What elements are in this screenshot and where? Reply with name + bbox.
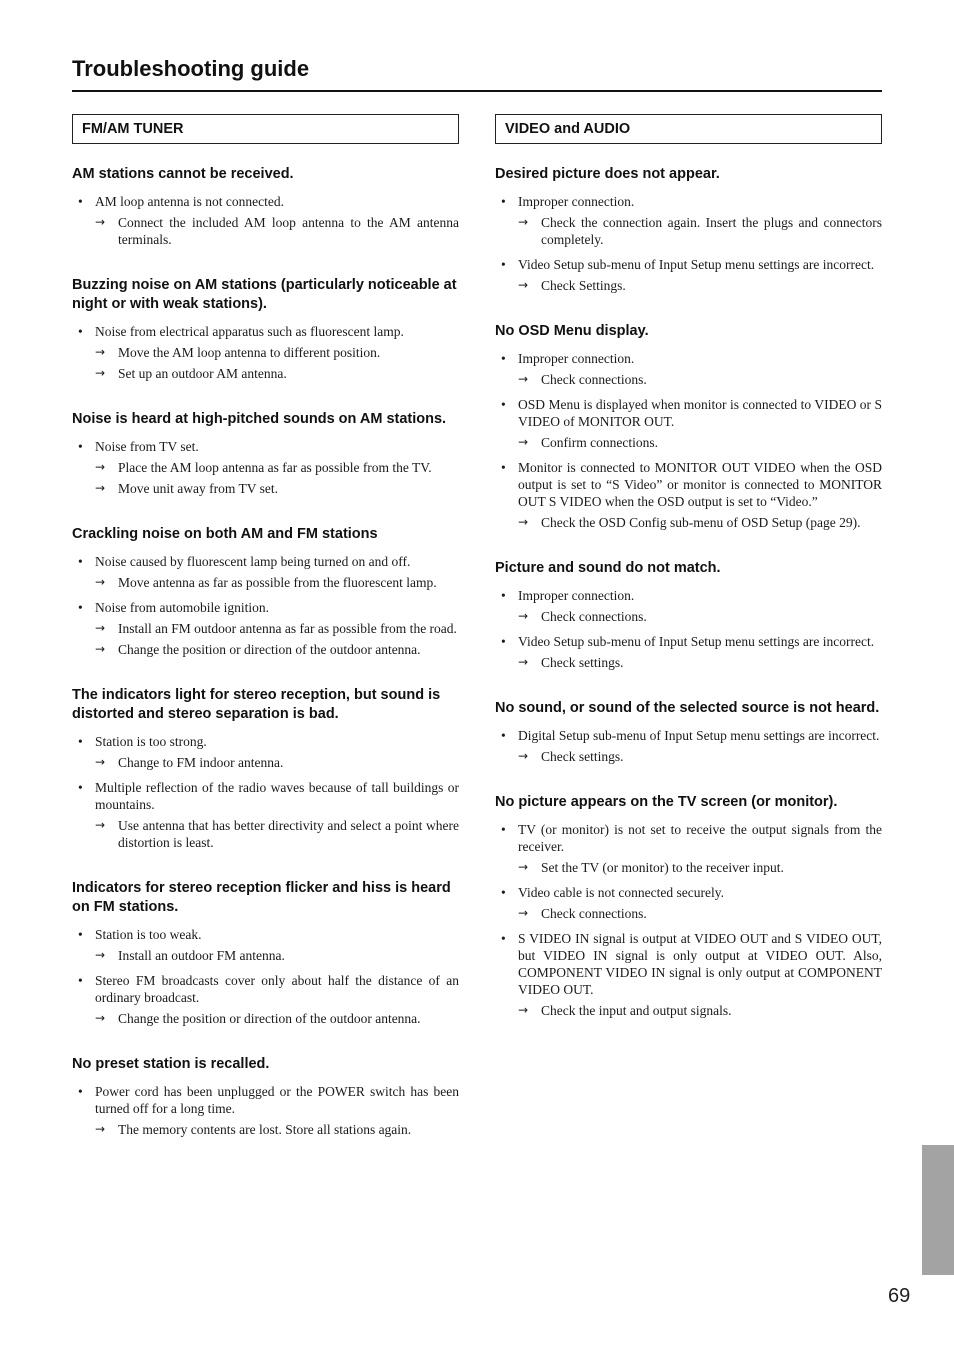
problem-heading: Desired picture does not appear.	[495, 166, 720, 182]
cause-text: Noise from automobile ignition.	[95, 600, 269, 615]
remedy-text: Set up an outdoor AM antenna.	[118, 366, 287, 381]
bullet-icon: •	[501, 351, 506, 366]
remedy-text: Move the AM loop antenna to different position.	[118, 345, 381, 360]
remedy-item	[518, 1002, 882, 1019]
bullet-icon: •	[78, 973, 83, 988]
troubleshooting-item	[495, 165, 882, 294]
remedy-item	[518, 654, 882, 671]
bullet-icon: •	[501, 634, 506, 649]
remedy-item	[95, 344, 459, 361]
problem-heading: Buzzing noise on AM stations (particularly noticeable at night or with weak stations).	[72, 277, 457, 312]
problem-heading: AM stations cannot be received.	[72, 166, 294, 182]
arrow-right-icon: →	[518, 515, 529, 529]
bullet-icon: •	[78, 194, 83, 209]
troubleshooting-item	[495, 793, 882, 1019]
arrow-right-icon: →	[95, 755, 106, 769]
title-rule	[72, 90, 882, 92]
remedy-text: Install an outdoor FM antenna.	[118, 948, 285, 963]
cause-text: Monitor is connected to MONITOR OUT VIDEO when the OSD output is set to “S Video” or monitor is connected to MONITOR OUT S VIDEO when the OSD output is set to “Video.”	[518, 460, 882, 509]
problem-heading: The indicators light for stereo reception, but sound is distorted and stereo separation is bad.	[72, 687, 441, 722]
arrow-right-icon: →	[518, 749, 529, 763]
cause-text: Power cord has been unplugged or the POWER switch has been turned off for a long time.	[95, 1084, 459, 1116]
cause-text: TV (or monitor) is not set to receive the output signals from the receiver.	[518, 822, 882, 854]
remedy-text: Place the AM loop antenna as far as possible from the TV.	[118, 460, 432, 475]
troubleshooting-item	[72, 165, 459, 248]
problem-heading: Noise is heard at high-pitched sounds on AM stations.	[72, 411, 447, 427]
problem-heading: No picture appears on the TV screen (or monitor).	[495, 794, 838, 810]
cause-text: OSD Menu is displayed when monitor is connected to VIDEO or S VIDEO of MONITOR OUT.	[518, 397, 882, 429]
troubleshooting-item	[495, 559, 882, 671]
bullet-icon: •	[501, 460, 506, 475]
remedy-item	[95, 214, 459, 248]
remedy-text: Check connections.	[541, 906, 647, 921]
bullet-icon: •	[78, 554, 83, 569]
bullet-icon: •	[501, 728, 506, 743]
troubleshooting-item	[72, 686, 459, 851]
troubleshooting-item	[495, 322, 882, 531]
remedy-text: Check connections.	[541, 609, 647, 624]
troubleshooting-item	[72, 879, 459, 1027]
bullet-icon: •	[78, 1084, 83, 1099]
cause-item	[495, 350, 882, 388]
arrow-right-icon: →	[95, 460, 106, 474]
bullet-icon: •	[78, 600, 83, 615]
remedy-text: Change the position or direction of the outdoor antenna.	[118, 1011, 421, 1026]
cause-text: Noise from TV set.	[95, 439, 199, 454]
cause-item	[495, 587, 882, 625]
issue-list	[72, 165, 459, 1138]
remedy-item	[518, 748, 882, 765]
arrow-right-icon: →	[518, 215, 529, 229]
cause-item	[495, 930, 882, 1019]
remedy-text: Connect the included AM loop antenna to the AM antenna terminals.	[118, 215, 459, 247]
arrow-right-icon: →	[95, 215, 106, 229]
arrow-right-icon: →	[95, 366, 106, 380]
arrow-right-icon: →	[518, 906, 529, 920]
arrow-right-icon: →	[95, 818, 106, 832]
remedy-text: Move antenna as far as possible from the fluorescent lamp.	[118, 575, 437, 590]
bullet-icon: •	[78, 780, 83, 795]
arrow-right-icon: →	[518, 609, 529, 623]
troubleshooting-item	[72, 525, 459, 658]
cause-item	[72, 926, 459, 964]
arrow-right-icon: →	[518, 860, 529, 874]
remedy-text: Check the input and output signals.	[541, 1003, 732, 1018]
remedy-item	[95, 817, 459, 851]
bullet-icon: •	[501, 588, 506, 603]
bullet-icon: •	[501, 257, 506, 272]
arrow-right-icon: →	[518, 372, 529, 386]
right-column	[495, 114, 882, 1027]
problem-heading: No sound, or sound of the selected source is not heard.	[495, 700, 880, 716]
remedy-item	[518, 214, 882, 248]
bullet-icon: •	[78, 927, 83, 942]
arrow-right-icon: →	[95, 642, 106, 656]
remedy-text: Check settings.	[541, 749, 624, 764]
cause-item	[72, 1083, 459, 1138]
cause-item	[72, 323, 459, 382]
cause-item	[495, 396, 882, 451]
problem-heading: No preset station is recalled.	[72, 1056, 270, 1072]
remedy-item	[95, 459, 459, 476]
problem-heading: Picture and sound do not match.	[495, 560, 721, 576]
cause-item	[495, 459, 882, 531]
arrow-right-icon: →	[95, 1122, 106, 1136]
bullet-icon: •	[501, 931, 506, 946]
remedy-item	[518, 277, 882, 294]
remedy-item	[518, 434, 882, 451]
cause-item	[72, 733, 459, 771]
troubleshooting-item	[495, 699, 882, 765]
remedy-item	[518, 859, 882, 876]
remedy-item	[95, 574, 459, 591]
remedy-item	[518, 514, 882, 531]
problem-heading: Crackling noise on both AM and FM stations	[72, 526, 378, 542]
cause-item	[72, 193, 459, 248]
troubleshooting-item	[72, 1055, 459, 1138]
arrow-right-icon: →	[518, 655, 529, 669]
bullet-icon: •	[501, 822, 506, 837]
arrow-right-icon: →	[95, 481, 106, 495]
cause-item	[72, 779, 459, 851]
remedy-item	[95, 480, 459, 497]
cause-item	[72, 438, 459, 497]
cause-text: Station is too strong.	[95, 734, 207, 749]
left-column	[72, 114, 459, 1146]
remedy-text: Use antenna that has better directivity and select a point where distortion is least.	[118, 818, 459, 850]
remedy-item	[95, 365, 459, 382]
remedy-text: The memory contents are lost. Store all stations again.	[118, 1122, 412, 1137]
bullet-icon: •	[501, 885, 506, 900]
arrow-right-icon: →	[95, 621, 106, 635]
cause-text: AM loop antenna is not connected.	[95, 194, 284, 209]
cause-text: Stereo FM broadcasts cover only about half the distance of an ordinary broadcast.	[95, 973, 459, 1005]
page-number: 69	[888, 1285, 911, 1307]
remedy-item	[95, 754, 459, 771]
remedy-text: Check connections.	[541, 372, 647, 387]
cause-text: Video cable is not connected securely.	[518, 885, 724, 900]
cause-item	[495, 727, 882, 765]
cause-item	[72, 972, 459, 1027]
cause-text: Noise caused by fluorescent lamp being turned on and off.	[95, 554, 411, 569]
remedy-item	[95, 641, 459, 658]
cause-text: S VIDEO IN signal is output at VIDEO OUT and S VIDEO OUT, but VIDEO IN signal is only output at VIDEO OUT. Also, COMPONENT VIDEO IN signal is only output at COMPONENT VIDEO OUT.	[518, 931, 882, 997]
cause-text: Video Setup sub-menu of Input Setup menu settings are incorrect.	[518, 257, 875, 272]
arrow-right-icon: →	[518, 278, 529, 292]
cause-text: Improper connection.	[518, 194, 635, 209]
bullet-icon: •	[78, 734, 83, 749]
page-title: Troubleshooting guide	[72, 56, 310, 81]
troubleshooting-item	[72, 410, 459, 497]
remedy-item	[95, 1121, 459, 1138]
remedy-text: Install an FM outdoor antenna as far as possible from the road.	[118, 621, 457, 636]
bullet-icon: •	[78, 439, 83, 454]
cause-item	[495, 256, 882, 294]
arrow-right-icon: →	[518, 1003, 529, 1017]
cause-text: Video Setup sub-menu of Input Setup menu settings are incorrect.	[518, 634, 875, 649]
cause-item	[495, 633, 882, 671]
cause-text: Station is too weak.	[95, 927, 202, 942]
remedy-item	[518, 608, 882, 625]
cause-item	[495, 821, 882, 876]
bullet-icon: •	[78, 324, 83, 339]
remedy-text: Check Settings.	[541, 278, 626, 293]
remedy-text: Check settings.	[541, 655, 624, 670]
arrow-right-icon: →	[518, 435, 529, 449]
remedy-text: Check the connection again. Insert the plugs and connectors completely.	[541, 215, 882, 247]
remedy-text: Move unit away from TV set.	[118, 481, 278, 496]
cause-item	[495, 884, 882, 922]
cause-text: Digital Setup sub-menu of Input Setup menu settings are incorrect.	[518, 728, 880, 743]
troubleshooting-item	[72, 276, 459, 382]
cause-text: Improper connection.	[518, 351, 635, 366]
remedy-item	[95, 947, 459, 964]
bullet-icon: •	[501, 194, 506, 209]
arrow-right-icon: →	[95, 345, 106, 359]
cause-text: Improper connection.	[518, 588, 635, 603]
arrow-right-icon: →	[95, 948, 106, 962]
remedy-text: Confirm connections.	[541, 435, 658, 450]
remedy-item	[518, 905, 882, 922]
remedy-item	[95, 1010, 459, 1027]
remedy-text: Change to FM indoor antenna.	[118, 755, 284, 770]
problem-heading: No OSD Menu display.	[495, 323, 649, 339]
problem-heading: Indicators for stereo reception flicker and hiss is heard on FM stations.	[72, 880, 451, 915]
arrow-right-icon: →	[95, 1011, 106, 1025]
remedy-item	[95, 620, 459, 637]
cause-item	[72, 599, 459, 658]
bullet-icon: •	[501, 397, 506, 412]
issue-list	[495, 165, 882, 1019]
remedy-text: Change the position or direction of the outdoor antenna.	[118, 642, 421, 657]
cause-text: Noise from electrical apparatus such as fluorescent lamp.	[95, 324, 404, 339]
arrow-right-icon: →	[95, 575, 106, 589]
side-tab-marker	[922, 1145, 954, 1275]
remedy-text: Check the OSD Config sub-menu of OSD Setup (page 29).	[541, 515, 861, 530]
remedy-text: Set the TV (or monitor) to the receiver input.	[541, 860, 784, 875]
cause-item	[72, 553, 459, 591]
cause-item	[495, 193, 882, 248]
section-title-fm-am-tuner: FM/AM TUNER	[72, 114, 459, 144]
section-title-video-and-audio: VIDEO and AUDIO	[495, 114, 882, 144]
remedy-item	[518, 371, 882, 388]
cause-text: Multiple reflection of the radio waves because of tall buildings or mountains.	[95, 780, 459, 812]
